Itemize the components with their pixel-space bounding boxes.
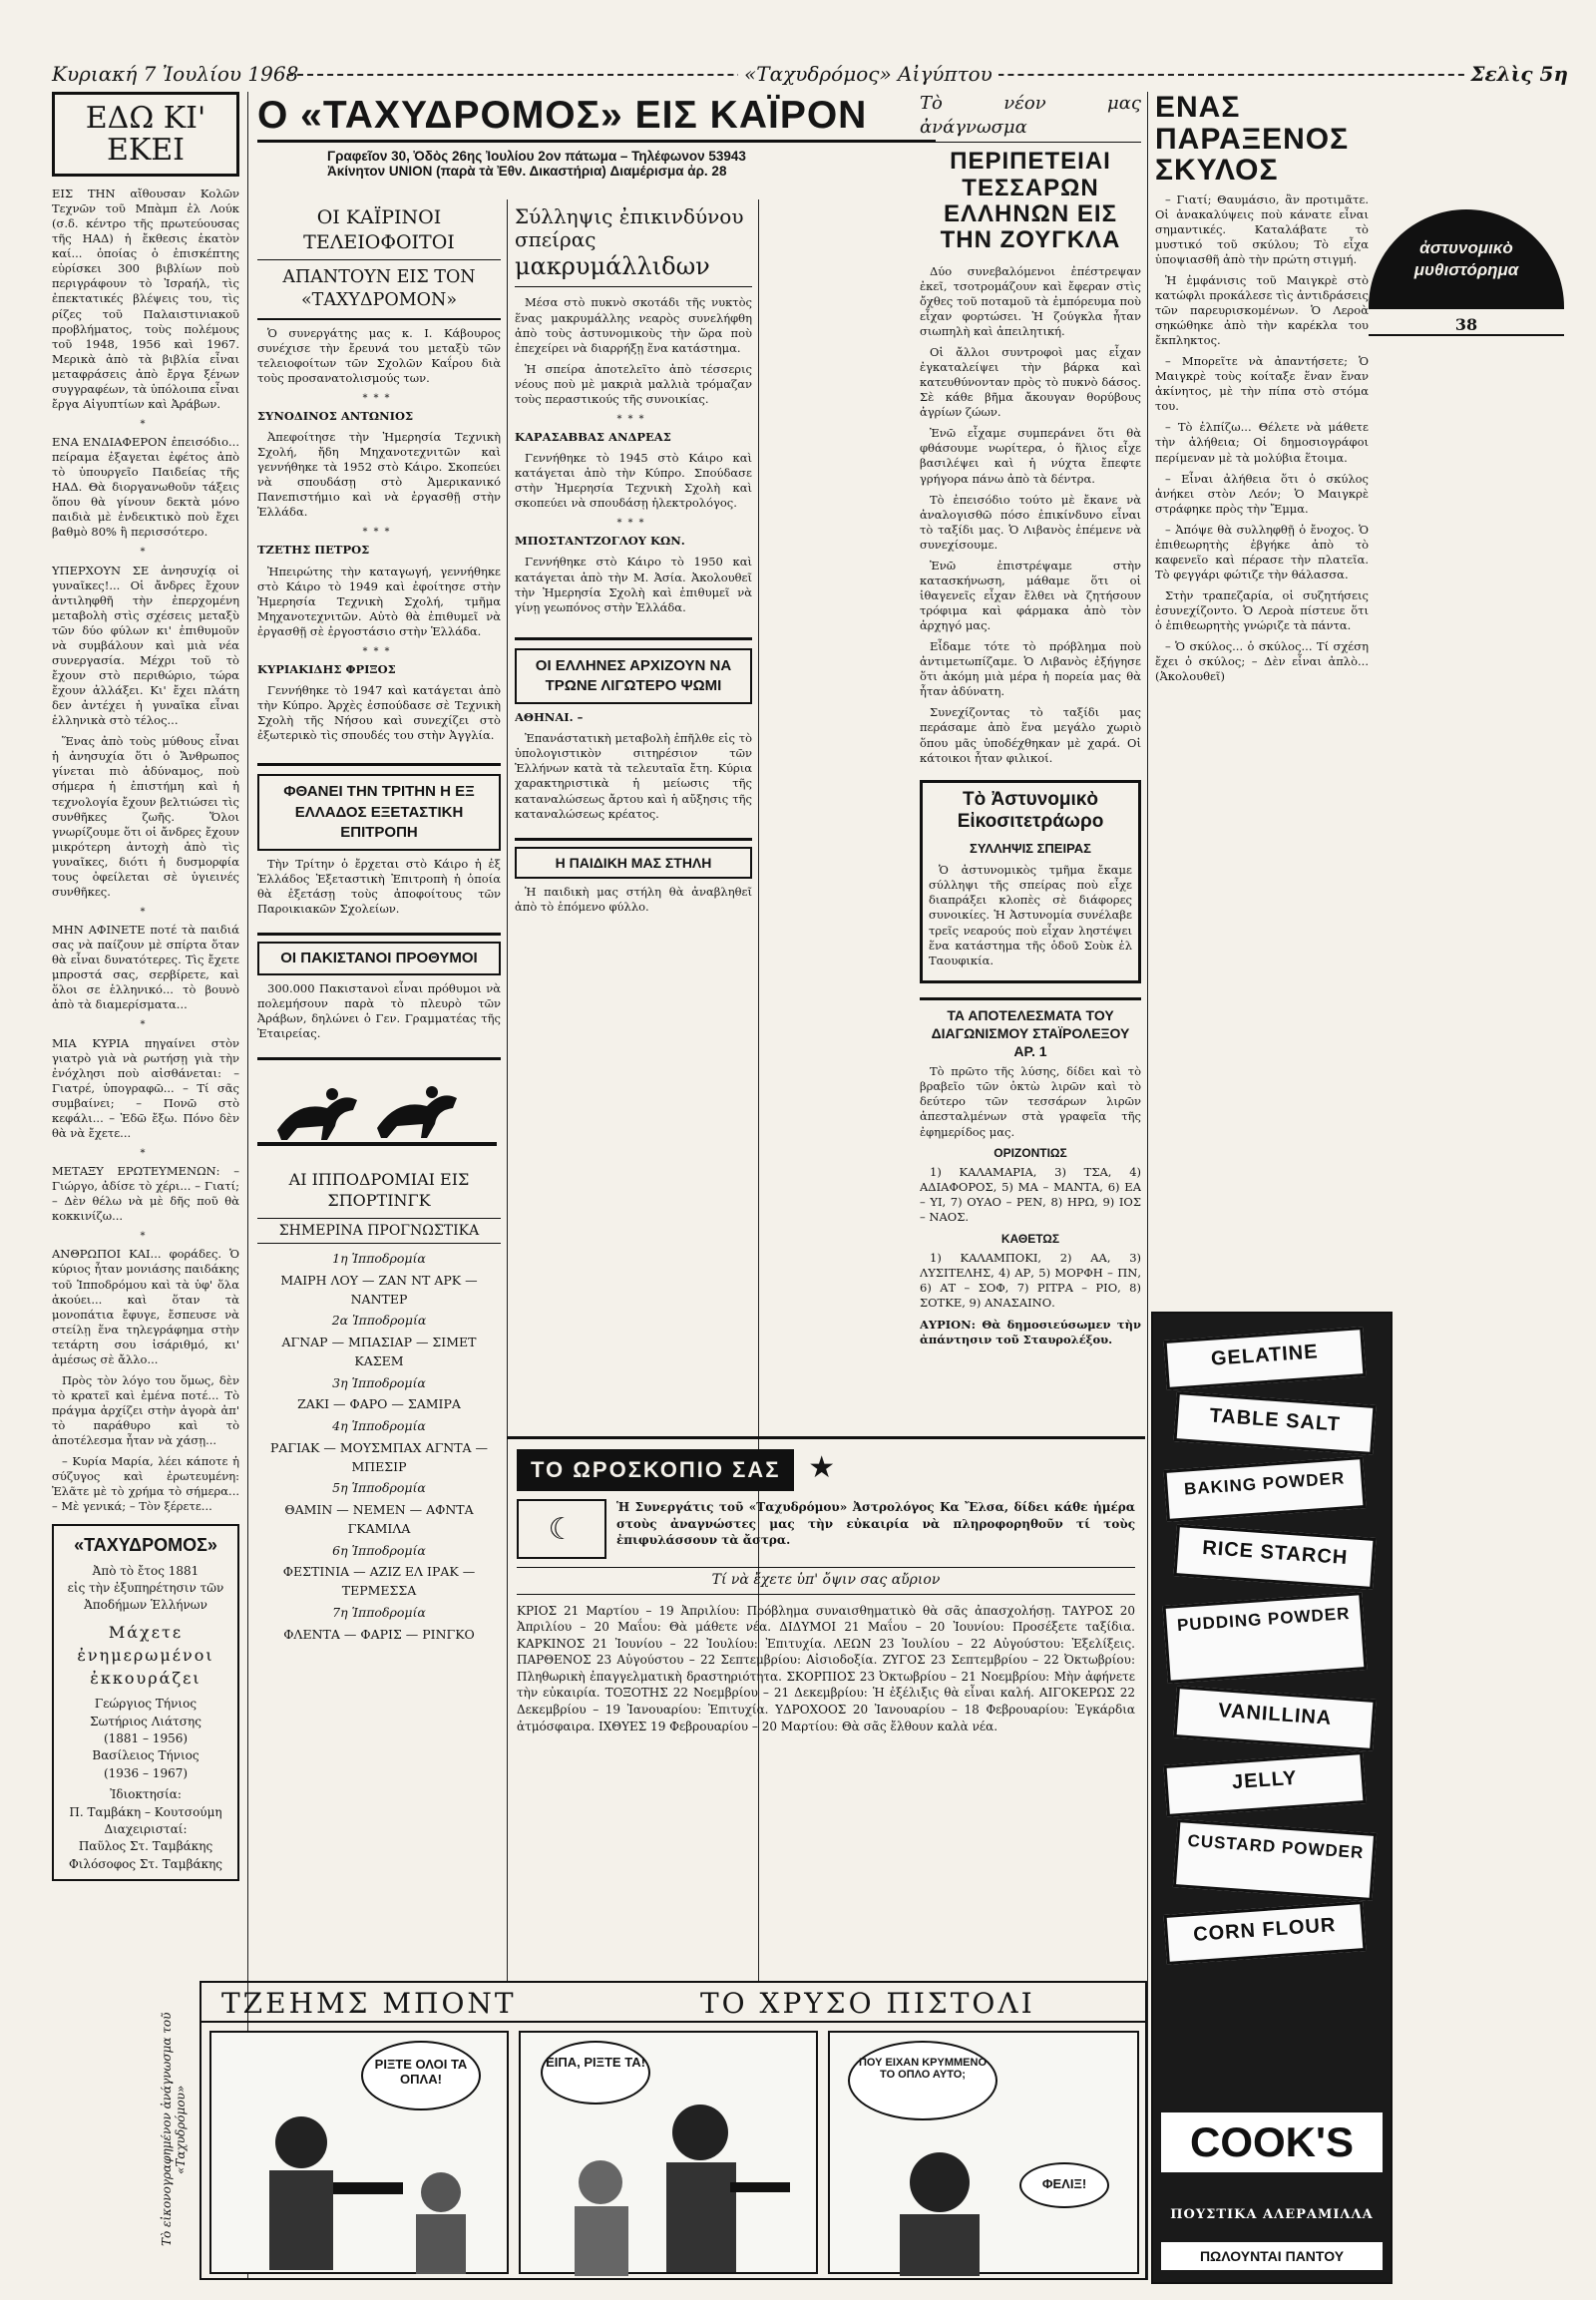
taxbox-line: Γεώργιος Τήνιος	[94, 1697, 198, 1712]
cooks-product-label: PUDDING POWDER	[1163, 1592, 1368, 1684]
graduates-head1: ΟΙ ΚΑΪΡΙΝΟΙ ΤΕΛΕΙΟΦΟΙΤΟΙ	[257, 205, 501, 260]
cooks-brand-sub: ΠΟΥΣΤΙΚΑ ΑΛΕΡΑΜΙΛΛΑ	[1170, 2207, 1374, 2222]
race-forecast: ΜΑΙΡΗ ΛΟΥ — ΖΑΝ ΝΤ ΑΡΚ — ΝΑΝΤΕΡ	[280, 1272, 478, 1307]
graduates-head2: ΑΠΑΝΤΟΥΝ ΕΙΣ ΤΟΝ «ΤΑΧΥΔΡΟΜΟΝ»	[257, 260, 501, 320]
cooks-product-label: VANILLINA	[1173, 1686, 1376, 1751]
children-head-box	[515, 847, 752, 879]
col1-paragraph: Πρὸς τὸν λόγο του ὅμως, δὲν τὸ κρατεῖ καὶ ἐμένα ποτέ... Τὸ πράγμα ἀρχίζει στὴν ἀγορὰ ἀπ' τὸ παράθυρο καὶ τὸ ἀποτέλεσμα ἦταν νὰ χάσῃ...	[52, 1372, 239, 1448]
cairo-banner-address: Ἀκίνητον UNION (παρὰ τὰ Ἐθν. Δικαστήρια) Διαμέρισμα ἀρ. 28	[327, 164, 727, 179]
pakistan-text: 300.000 Πακιστανοὶ εἶναι πρόθυμοι νὰ πολεμήσουν παρὰ τὸ πλευρὸ τῶν Ἀράβων, δηλώνει ὁ Γεν. Γραμματέας τῆς Ἑταιρείας.	[257, 980, 501, 1041]
col1-paragraph: Ἕνας ἀπὸ τοὺς μύθους εἶναι ἡ ἀνησυχία ὅτι ὁ Ἄνθρωπος γίνεται πιὸ ἀδύναμος, ποὺ σήμερα ἡ ἐπιστήμη καὶ ἡ τεχνολογία ἔχουν βελτιώσει τὶς συνθῆκες ζωῆς. Ὅλοι γνωρίζουμε ὅτι οἱ ἄνδρες ἔχουν μικρότερη ἀντοχὴ ἀπὸ τὶς γυναῖκες, διότι ἡ δυσμορφία τους ὀφείλεται σὲ ὑγιεινές συνθῆκες.	[52, 734, 239, 899]
column-gang-arrest	[515, 205, 752, 1402]
separator: ***	[616, 518, 650, 530]
crossword-title: ΤΑ ΑΠΟΤΕΛΕΣΜΑΤΑ ΤΟΥ ΔΙΑΓΩΝΙΣΜΟΥ ΣΤΑΪΡΟΛΕΞΟΥ ΑΡ. 1	[931, 1006, 1130, 1060]
exam-text: Τὴν Τρίτην ὁ ἔρχεται στὸ Κάιρο ἡ ἐξ Ἑλλάδος Ἐξεταστικὴ Ἐπιτροπὴ ἡ ὁποία θὰ ἐξετάσῃ τοὺς ἀποφοίτους τῶν Παροικιακῶν Σχολείων.	[257, 857, 501, 917]
exam-head: ΦΘΑΝΕΙ ΤΗΝ ΤΡΙΤΗΝ Η ΕΞ ΕΛΛΑΔΟΣ ΕΞΕΤΑΣΤΙΚΗ ΕΠΙΤΡΟΠΗ	[283, 783, 475, 841]
detective-novel-badge	[1369, 209, 1564, 309]
graduate-name: ΚΥΡΙΑΚΙΔΗΣ ΦΡΙΞΟΣ	[257, 661, 396, 676]
taxbox-line: (1881 – 1956)	[103, 1731, 189, 1746]
edo-ki-ekei-box	[52, 92, 239, 177]
column-graduates	[257, 205, 501, 1981]
col1-paragraph: ΕΙΣ ΤΗΝ αἴθουσαν Κολῶν Τεχνῶν τοῦ Μπὰμπ ἐλ Λούκ (σ.δ. κέντρο τῆς πρωτεύουσας τῆς ΗΑΔ) ἡ ἔκθεσις ἑκατὸν καί... ὁποίας ὁ ἐπισκέπτης εὑρίσκει 300 βιβλίων ποὺ περιγράφουν τὸ Ἰσραήλ, τὶς ἐπεκτατικές βλέψεις του, τὶς ρίζες τοῦ Παλαιστινιακοῦ προβλήματος, τοὺς πολέμους τοῦ 1948, 1956 καὶ 1967. Μερικὰ ἀπὸ τὰ βιβλία εἶναι μεταφράσεις ἀπὸ ἔργα ξένων συγγραφέων, τὰ ὑπόλοιπα εἶναι ἔργα Αἰγυπτίων καὶ Ἀράβων.	[52, 187, 239, 411]
race-forecast: ΖΑΚΙ — ΦΑΡΟ — ΣΑΜΙΡΑ	[297, 1396, 461, 1412]
separator: *	[140, 418, 152, 430]
serial-paragraph: Δύο συνεβαλόμενοι ἐπέστρεψαν ἐκεῖ, τσοτρομάζουν καὶ ἔφεραν στὶς ὄχθες τοῦ ποταμοῦ τὰ ἐμπόρευμα ποὺ εἶχαν φορτώσει. Ἡ ζούγκλα ἦταν σιωπηλὴ καὶ ἀπειλητική.	[920, 263, 1141, 338]
serial-paragraph: Οἱ ἄλλοι συντροφοὶ μας εἶχαν ἐγκαταλείψει τὴν βάρκα καὶ κατευθύνονταν πρὸς τὸ πυκνὸ δάσος. Σὲ κάθε βῆμα ἄκουγαν θορύβους ἀγρίων ζώων.	[920, 345, 1141, 420]
graduate-text: Ἀπεφοίτησε τὴν Ἠμερησία Τεχνικὴ Σχολή, ἤδη Μηχανοτεχνιτῶν καὶ γεννήθηκε τὰ 1952 στὸ Κάιρο. Σκοπεύει νὰ σπουδάσῃ στὸ Ἀμερικανικό Πανεπιστήμιο καὶ νὰ ἐργασθῇ στὴν Ἑλλάδα.	[257, 430, 501, 520]
separator: ***	[362, 645, 396, 657]
comic-strip	[200, 1981, 1147, 2280]
cooks-product-label: RICE STARCH	[1173, 1524, 1376, 1590]
bread-article	[515, 637, 752, 822]
graduate-text: Γεννήθηκε τὸ 1947 καὶ κατάγεται ἀπὸ τὴν Κύπρο. Ἀρχὲς ἐσπούδασε σὲ Τεχνικὴ Σχολὴ τῆς Νήσου καὶ συνεχίζει στὸ ἐξωτερικὸ τὶς σπουδές του στὴν Ἀγγλία.	[257, 683, 501, 743]
strange-dog-paragraph: – Ὁ σκύλος... ὁ σκύλος... Τί σχέση ἔχει ὁ σκύλος; – Δὲν εἶναι ἀπλὸ... (Ἀκολουθεῖ)	[1155, 639, 1369, 684]
serial-paragraph: Τὸ ἐπεισόδιο τούτο μὲ ἔκανε νὰ ἀναλογισθῶ πόσο ἐπικίνδυνο εἶναι τὸ ταξίδι μας. Ὁ Λιβανὸς ἐπέμενε νὰ συνεχίσουμε.	[920, 492, 1141, 552]
horoscope-text: ΚΡΙΟΣ 21 Μαρτίου – 19 Ἀπριλίου: Πρόβλημα συναισθηματικὸ θὰ σᾶς ἀπασχολήσῃ. ΤΑΥΡΟΣ 20 Ἀπριλίου – 20 Μαΐου: Θὰ μάθετε νέα. ΔΙΔΥΜΟΙ 21 Μαΐου – 20 Ἰουνίου: Προσέξετε ταξίδια. ΚΑΡΚΙΝΟΣ 21 Ἰουνίου – 22 Ἰουλίου: Ἐπιτυχία. ΛΕΩΝ 23 Ἰουλίου – 22 Αὐγούστου: Ἐξελίξεις. ΠΑΡΘΕΝΟΣ 23 Αὐγούστου – 22 Σεπτεμβρίου: Αἰσιοδοξία. ΖΥΓΟΣ 23 Σεπτεμβρίου – 22 Ὀκτωβρίου: Πληθωρικὴ ἐπαγγελματικὴ δραστηριότητα. ΣΚΟΡΠΙΟΣ 23 Ὀκτωβρίου – 21 Νοεμβρίου: Μὴν ἀφήνετε τὴν εὐκαιρία. ΤΟΞΟΤΗΣ 22 Νοεμβρίου – 21 Δεκεμβρίου: Ἡ ἐξέλιξις θὰ εἶναι καλή. ΑΙΓΟΚΕΡΩΣ 22 Δεκεμβρίου – 19 Ἰανουαρίου: Ἐπιτυχία. ΥΔΡΟΧΟΟΣ 20 Ἰανουαρίου – 18 Φεβρουαρίου: Ἐγκάρδια ἀτμόσφαιρα. ΙΧΘΥΕΣ 19 Φεβρουαρίου – 20 Μαρτίου: Θὰ σᾶς ἔλθουν καλὰ νέα.	[517, 1603, 1135, 1733]
crossword-horizontal: 1) ΚΑΛΑΜΑΡΙΑ, 3) ΤΣΑ, 4) ΑΔΙΑΦΟΡΟΣ, 5) ΜΑ – ΜΑΝΤΑ, 6) ΕΑ – ΥΙ, 7) ΟΥΑΟ – ΡΕΝ, 8) ΗΡΩ, 9) ΙΟΣ – ΝΑΟΣ.	[920, 1165, 1141, 1225]
gang-text: Ἡ σπείρα ἀποτελεῖτο ἀπὸ τέσσερις νέους ποὺ μὲ μακριὰ μαλλιὰ τρόμαζαν τοὺς περαστικούς τῆς συνοικίας.	[515, 361, 752, 406]
column-rule	[1147, 92, 1148, 2280]
crystal-ball-icon: ☾	[517, 1499, 606, 1559]
police-24h-title: Τὸ Ἀστυνομικὸ Εἰκοσιτετράωρο	[957, 788, 1104, 833]
gang-title-2: μακρυμάλλιδων	[515, 251, 752, 287]
graduate-text: Γεννήθηκε τὸ 1945 στὸ Κάιρο καὶ κατάγεται ἀπὸ τὴν Κύπρο. Σπούδασε στὴν Ἠμερησία Τεχνικὴ Σχολὴ καὶ σκοπεύει νὰ σπουδάσῃ ἠλεκτρολόγος.	[515, 451, 752, 511]
police-24h-box	[920, 780, 1141, 983]
racing-head: ΑΙ ΙΠΠΟΔΡΟΜΙΑΙ ΕΙΣ ΣΠΟΡΤΙΝΓΚ	[288, 1170, 470, 1210]
race-forecast: ΘΑΜΙΝ — ΝΕΜΕΝ — ΑΦΝΤΑ ΓΚΑΜΙΛΑ	[284, 1502, 474, 1536]
installment-number: 38	[1369, 315, 1564, 336]
badge-line: μυθιστόρημα	[1413, 260, 1519, 280]
graduate-text: Γεννήθηκε στὸ Κάιρο τὸ 1950 καὶ κατάγεται ἀπὸ τὴν Μ. Ἀσία. Ἀκολουθεῖ τὴν Ἠμερησία Σχολὴ καὶ ἐπιθυμεῖ νὰ γίνῃ γεωπόνος στὴν Ἑλλάδα.	[515, 555, 752, 614]
race-forecast: ΦΛΕΝΤΑ — ΦΑΡΙΣ — ΡΙΝΓΚΟ	[283, 1626, 475, 1642]
racing-sub: ΣΗΜΕΡΙΝΑ ΠΡΟΓΝΩΣΤΙΚΑ	[257, 1218, 501, 1244]
comic-panel-2	[519, 2031, 818, 2274]
col1-paragraph: ΜΕΤΑΞΥ ΕΡΩΤΕΥΜΕΝΩΝ: – Γιώργο, ἀδίσε τὸ χέρι... – Γιατί; – Δὲν θέλω νὰ μὲ δῆς ποῦ θὰ κοκκινίζω...	[52, 1164, 239, 1224]
serial-paragraph: Εἶδαμε τότε τὸ πρόβλημα ποὺ ἀντιμετωπίζαμε. Ὁ Λιβανὸς ἐξήγησε ὅτι ἀκόμη μιὰ μέρα ἡ πορεία μας θὰ ἦταν ἀδύνατη.	[920, 639, 1141, 699]
graduate-name: ΣΥΝΟΔΙΝΟΣ ΑΝΤΩΝΙΟΣ	[257, 408, 414, 423]
badge-line: ἀστυνομικὸ	[1419, 238, 1513, 257]
comic-panel-3	[828, 2031, 1139, 2274]
crossword-vertical-head: ΚΑΘΕΤΩΣ	[1000, 1231, 1060, 1246]
strange-dog-paragraph: – Τὸ ἐλπίζω... Θέλετε νὰ μάθετε τὴν ἀλήθεια; Οἱ δημοσιογράφοι περίμεναν μὲ τὰ μολύβια ἕτοιμα.	[1155, 420, 1369, 465]
col1-paragraph: ΜΗΝ ΑΦΙΝΕΤΕ ποτέ τὰ παιδιά σας νὰ παίζουν μὲ σπίρτα ὅταν θὰ εἶναι δυνατότερες. Τὶς ἔχετε μπροστά σας, σερβίρετε, καὶ ὅλοι σε ἑλληνικό... τὸ βουνὸ ἀπὸ τὰ διαμερίσματα...	[52, 923, 239, 1012]
cooks-product-label: BAKING POWDER	[1163, 1456, 1366, 1522]
header-paper-name: «Ταχυδρόμος» Αἰγύπτου	[738, 62, 998, 86]
gang-title: Σύλληψις ἐπικινδύνου σπείρας	[515, 205, 744, 251]
race-number: 1η Ἱπποδρομία	[332, 1251, 426, 1267]
race-number: 6η Ἱπποδρομία	[332, 1542, 426, 1558]
speech-bubble: ΠΟΥ ΕΙΧΑΝ ΚΡΥΜΜΕΝΟ ΤΟ ΟΠΛΟ ΑΥΤΟ;	[848, 2041, 998, 2120]
strange-dog-paragraph: Ἡ ἐμφάνισις τοῦ Μαιγκρὲ στὸ κατώφλι προκάλεσε τὶς ἀντιδράσεις τῶν παρευρισκομένων. Ὁ Λεροὰ σηκώθηκε ἀπὸ τὴν καρέκλα του ἔκπληκτος.	[1155, 272, 1369, 348]
graduates-intro: Ὁ συνεργάτης μας κ. Ι. Κάβουρος συνέχισε τὴν ἔρευνά του μεταξὺ τῶν τελειοφοίτων τῶν Σχολῶν Καΐρου διὰ τοὺς προσανατολισμούς των.	[257, 325, 501, 385]
bread-head: ΟΙ ΕΛΛΗΝΕΣ ΑΡΧΙΖΟΥΝ ΝΑ ΤΡΩΝΕ ΛΙΓΩΤΕΡΟ ΨΩΜΙ	[535, 656, 732, 694]
crossword-tomorrow: ΑΥΡΙΟΝ: Θὰ δημοσιεύσωμεν τὴν ἀπάντησιν τοῦ Σταυρολέξου.	[920, 1317, 1141, 1346]
strange-dog-paragraph: – Εἶναι ἀλήθεια ὅτι ὁ σκύλος ἀνήκει στὸν Λεόν; Ὁ Μαιγκρὲ στράφηκε πρὸς τὴν Ἔμμα.	[1155, 471, 1369, 516]
separator: ***	[616, 413, 650, 425]
separator: *	[140, 1019, 152, 1031]
separator: *	[140, 547, 152, 559]
cooks-product-label: GELATINE	[1163, 1327, 1366, 1390]
separator: *	[140, 1147, 152, 1159]
strange-dog-paragraph: – Μπορεῖτε νὰ ἀπαντήσετε; Ὁ Μαιγκρὲ τοὺς κοίταξε ἕναν ἕναν ἀκίνητος, μὲ τὴν πίπα στὸ στόμα του.	[1155, 354, 1369, 414]
children-head: Η ΠΑΙΔΙΚΗ ΜΑΣ ΣΤΗΛΗ	[555, 854, 712, 871]
strange-dog-title: ΕΝΑΣ ΠΑΡΑΞΕΝΟΣ ΣΚΥΛΟΣ	[1155, 92, 1350, 187]
police-24h-text: Ὁ ἀστυνομικὸς τμῆμα ἔκαμε σύλληψι τῆς σπείρας ποὺ εἶχε διαπράξει κλοπὲς σὲ διάφορες συνοικίες. Ἡ Ἀστυνομία συνέλαβε τρεῖς νεαρούς ποὺ εἶχαν ληστέψει ἕνα κατάστημα τῆς ὁδοῦ Σοὺκ ἐλ Ταουφικία.	[929, 863, 1132, 967]
cooks-product-label: JELLY	[1163, 1751, 1366, 1817]
serial-kicker: Τὸ νέον μας ἀνάγνωσμα	[920, 92, 1141, 143]
speech-bubble: ΕΙΠΑ, ΡΙΞΤΕ ΤΑ!	[541, 2041, 650, 2105]
taxbox-line: εἰς τὴν ἐξυπηρέτησιν τῶν	[67, 1580, 224, 1595]
crossword-text: Τὸ πρῶτο τῆς λύσης, δίδει καὶ τὸ βραβεῖο τῶν ὀκτὼ λιρῶν καὶ τὸ δεύτερο τῶν τεσσάρων λιρῶν ἀπεσταλμένων στὰ γραφεῖα τῆς ἐφημερίδος μας.	[920, 1064, 1141, 1139]
column-edo-ki-ekei	[52, 92, 239, 2280]
race-number: 3η Ἱπποδρομία	[332, 1374, 426, 1390]
comic-title-right: ΤΟ ΧΡΥΣΟ ΠΙΣΤΟΛΙ	[700, 1987, 1035, 2020]
crossword-horizontal-head: ΟΡΙΖΟΝΤΙΩΣ	[994, 1145, 1067, 1160]
cairo-banner-address: Γραφεῖον 30, Ὁδὸς 26ης Ἰουλίου 2ον πάτωμα – Τηλέφωνον 53943	[327, 149, 746, 164]
taxbox-line: Σωτήριος Λιάτσης	[90, 1714, 201, 1728]
serial-paragraph: Ἐνῶ εἶχαμε συμπεράνει ὅτι θὰ φθάσουμε νωρίτερα, ὁ ἥλιος εἶχε βασιλέψει καὶ ἡ νύχτα ἔπεφτε γρήγορα πάνω ἀπὸ τὰ δέντρα.	[920, 426, 1141, 486]
horoscope-sub: Τί νὰ ἔχετε ὑπ' ὄψιν σας αὔριον	[517, 1567, 1135, 1594]
race-forecast: ΡΑΓΙΑΚ — ΜΟΥΣΜΠΑΧ ΑΓΝΤΑ — ΜΠΕΣΙΡ	[269, 1439, 489, 1474]
crossword-results	[920, 997, 1141, 1347]
header-page-number: Σελὶς 5η	[1464, 62, 1568, 86]
col1-paragraph: ΕΝΑ ΕΝΔΙΑΦΕΡΟΝ ἐπεισόδιο... πείραμα ἐξαγεται ἐφέτος ἀπὸ τὸ ὑπουργεῖο Παιδείας τῆς ΗΑΔ. Θὰ διοργανωθοῦν τάξεις ὅπου θὰ γίνουν δεκτὰ μόνο παιδιὰ μὲ ἐνδεικτικὸ ποὺ ἔχει βαθμὸ 80% ἢ περισσότερο.	[52, 435, 239, 540]
speech-bubble: ΦΕΛΙΞ!	[1019, 2162, 1109, 2208]
cooks-brand: COOK'S	[1161, 2112, 1383, 2172]
horoscope-title: ΤΟ ΩΡΟΣΚΟΠΙΟ ΣΑΣ	[517, 1449, 794, 1491]
cairo-banner-title: Ο «ΤΑΧΥΔΡΟΜΟΣ» ΕΙΣ ΚΑΪΡΟΝ	[257, 94, 936, 143]
separator: *	[140, 1231, 152, 1243]
cooks-product-label: CORN FLOUR	[1163, 1901, 1366, 1965]
col1-paragraph: ΜΙΑ ΚΥΡΙΑ πηγαίνει στὸν γιατρὸ γιὰ νὰ ρωτήσῃ γιὰ τὴν ἐνόχλησι ποὺ αἰσθάνεται: – Γιατρέ, ὑπογραφῶ... – Τί σᾶς συμβαίνει; – Πονῶ στὸ κεφάλι... – Ἐδῶ ἔξω. Πόνο δὲν θὰ νὰ ἔχετε...	[52, 1035, 239, 1140]
page-header	[52, 54, 1568, 84]
star-icon: ★	[808, 1450, 836, 1485]
comic-title-bar	[201, 1983, 1145, 2023]
taxbox-line: Π. Ταμβάκη – Κουτσούμη	[69, 1804, 222, 1819]
gang-text: Μέσα στὸ πυκνὸ σκοτάδι τῆς νυκτὸς ἕνας μακρυμάλλης νεαρὸς συνελήφθη ἀπὸ τοὺς ἀστυνομικοὺς τὴν ὥρα ποὺ ἐπεχείρει νὰ διαρρήξῃ ἕνα κατάστημα.	[515, 295, 752, 355]
taxbox-motto: Μάχετε ἐνημερωμένοι ἐκκουράζει	[77, 1622, 214, 1689]
race-number: 5η Ἱπποδρομία	[332, 1480, 426, 1496]
taxbox-line: Παῦλος Στ. Ταμβάκης	[78, 1839, 213, 1854]
graduate-name: ΜΠΟΣΤΑΝΤΖΟΓΛΟΥ ΚΩΝ.	[515, 534, 685, 549]
taxydromos-masthead-box	[52, 1524, 239, 1881]
cairo-banner	[257, 94, 936, 193]
strange-dog-paragraph: – Ἀπόψε θὰ συλληφθῇ ὁ ἔνοχος. Ὁ ἐπιθεωρητὴς ἐβγήκε ἀπὸ τὸ καφενεῖο καὶ πέρασε τὴν πλατεῖα. Τὸ φεγγάρι φώτιζε τὴν θάλασσα.	[1155, 522, 1369, 581]
race-number: 2α Ἱπποδρομία	[331, 1313, 427, 1329]
separator: *	[140, 906, 152, 918]
serial-title: ΠΕΡΙΠΕΤΕΙΑΙ ΤΕΣΣΑΡΩΝ ΕΛΛΗΝΩΝ ΕΙΣ ΤΗΝ ΖΟΥΓΚΛΑ	[940, 148, 1121, 254]
taxbox-line: Ἀποδήμων Ἑλλήνων	[84, 1598, 207, 1613]
graduate-name: ΚΑΡΑΣΑΒΒΑΣ ΑΝΔΡΕΑΣ	[515, 429, 671, 444]
children-column	[515, 838, 752, 915]
exam-head-box	[257, 774, 501, 851]
comic-side-label	[160, 1985, 188, 2274]
race-number: 7η Ἱπποδρομία	[332, 1604, 426, 1620]
horse-racing-section	[257, 1057, 501, 1644]
strange-dog-paragraph: Στὴν τραπεζαρία, οἱ συζητήσεις ἐσυνεχίζοντο. Ὁ Λεροὰ πίστευε ὅτι ὁ ἐπιθεωρητὴς γνώριζε τὰ πάντα.	[1155, 588, 1369, 633]
bread-head-box	[515, 648, 752, 705]
strange-dog-paragraph: – Γιατί; Θαυμάσιο, ἂν προτιμᾶτε. Οἱ ἀνακαλύψεις ποὺ κάνατε εἶναι σημαντικές. Καταλάβατε τὸ μυστικό τοῦ σκύλου; Τὸ εἶχα ὑποψιασθῆ ἀπὸ τὴν πρώτη στιγμή.	[1155, 192, 1369, 266]
race-number: 4η Ἱπποδρομία	[332, 1418, 426, 1434]
serial-paragraph: Συνεχίζοντας τὸ ταξίδι μας περάσαμε ἀπὸ ἕνα μεγάλο χωριὸ ὅπου μᾶς ὑποδέχθηκαν μὲ χαρά. Οἱ κάτοικοι ἦταν φιλικοί.	[920, 705, 1141, 765]
bread-place: ΑΘΗΝΑΙ. –	[515, 710, 584, 725]
bread-text: Ἐπανάστατικὴ μεταβολὴ ἐπῆλθε εἰς τὸ ὑπολογιστικὸν σιτηρέσιον τῶν Ἑλλήνων κατὰ τὰ τελευταῖα ἔτη. Κύρια χαρακτηριστικὰ ἡ μείωσις τῆς καταναλώσεως ἄρτου καὶ ἡ αὔξησις τῆς καταναλώσεως κρέατος.	[515, 731, 752, 821]
col1-paragraph: – Κυρία Μαρία, λέει κάποτε ἡ σύζυγος καὶ ἐρωτευμένη: Ἐλᾶτε μὲ τὸ χρήμα τὸ σήμερα... – Μὲ γενικά; – Τὸν ξέρετε...	[52, 1454, 239, 1514]
column-rule	[247, 92, 248, 2280]
separator: ***	[362, 392, 396, 404]
horse-race-illustration-icon	[257, 1070, 497, 1160]
taxbox-line: Βασίλειος Τήνιος	[92, 1748, 200, 1763]
col1-paragraph: ΥΠΕΡΧΟΥΝ ΣΕ ἀνησυχίᾳ οἱ γυναῖκες!... Οἱ ἄνδρες ἔχουν ἀντιληφθῆ τὴν ἐπερχομένη μεταβολὴ στὶς σχέσεις μεταξὺ τῶν δύο φύλων κι' ἐπιθυμοῦν νὰ συμβάλουν καὶ μιὰ νέα συνεργασία. Μέχρι τοῦ τὸ ἔχουν στὸ περιθώριο, τώρα ἔχουν ἀλλάξει. Κι' ἔχει πλάτη δεν ἀντέχει ἡ γυναῖκα εἶναι ἑλληνικὰ στὸ τέλος...	[52, 563, 239, 728]
edo-ki-ekei-title: ΕΔΩ ΚΙ' ΕΚΕΙ	[85, 101, 206, 168]
col1-paragraph: ΑΝΘΡΩΠΟΙ ΚΑΙ... φοράδες. Ὁ κύριος ἦταν μονιάσης παιδάκης τοῦ Ἱπποδρόμου καὶ τὰ ὑφ' ὅλα ἀκούει... καὶ ὅταν τὰ μονοπάτια ἔφυγε, ἔσπευσε νὰ στείλῃ ἕνα τηλεγράφημα στὴν τετάρτη σου ἰσάριθμό, κι' ἀμέσως σὲ ἄλλο...	[52, 1247, 239, 1366]
pakistan-head-box	[257, 942, 501, 975]
comic-panel-1	[209, 2031, 509, 2274]
race-forecast: ΑΓΝΑΡ — ΜΠΑΣΙΑΡ — ΣΙΜΕΤ ΚΑΣΕΜ	[281, 1335, 477, 1368]
pakistan-article	[257, 933, 501, 1041]
pakistan-head: ΟΙ ΠΑΚΙΣΤΑΝΟΙ ΠΡΟΘΥΜΟΙ	[280, 950, 478, 967]
taxbox-line: Φιλόσοφος Στ. Ταμβάκης	[68, 1856, 223, 1871]
serial-paragraph: Ἐνῶ ἐπιστρέψαμε στὴν κατασκήνωση, μάθαμε ὅτι οἱ ἰθαγενεῖς εἶχαν ἔλθει νὰ ζητήσουν τρόφιμα καὶ φάρμακα ἀπὸ τὸν ἀρχηγό μας.	[920, 558, 1141, 633]
comic-title-left: ΤΖΕΗΜΣ ΜΠΟΝΤ	[221, 1987, 517, 2020]
cooks-ad	[1151, 1312, 1393, 2284]
taxbox-line: (1936 – 1967)	[103, 1765, 189, 1780]
taxbox-title: «ΤΑΧΥΔΡΟΜΟΣ»	[74, 1535, 217, 1556]
cooks-product-label: TABLE SALT	[1173, 1391, 1376, 1455]
examination-committee-article	[257, 763, 501, 917]
police-24h-sub: ΣΥΛΛΗΨΙΣ ΣΠΕΙΡΑΣ	[970, 841, 1091, 857]
horoscope-intro: Ἡ Συνεργάτις τοῦ «Ταχυδρόμου» Ἀστρολόγος Κα Ἔλσα, δίδει κάθε ἡμέρα στοὺς ἀναγνώστες μας τὴν εὐκαιρία νὰ πληροφορηθοῦν τί τοὺς ἐπιφυλάσσουν τὰ ἄστρα.	[616, 1500, 1135, 1548]
taxbox-line: Διαχειρισταί:	[104, 1822, 188, 1836]
header-date: Κυριακή 7 Ἰουλίου 1968	[52, 62, 299, 86]
taxbox-line: Ἀπὸ τὸ ἔτος 1881	[92, 1563, 200, 1578]
separator: ***	[362, 527, 396, 539]
graduate-name: ΤΖΕΤΗΣ ΠΕΤΡΟΣ	[257, 543, 370, 558]
crossword-vertical: 1) ΚΑΛΑΜΠΟΚΙ, 2) ΑΑ, 3) ΛΥΣΙΤΕΛΗΣ, 4) ΑΡ, 5) ΜΟΡΦΗ – ΠΝ, 6) ΑΤ – ΣΟΦ, 7) ΡΙΤΡΑ – ΡΙΟ, 8) ΣΟΤΚΕ, 9) ΑΝΑΣΑΙΝΟ.	[920, 1251, 1141, 1311]
comic-side-text: Τὸ εἰκονογραφημένον ἀνάγνωσμα τοῦ «Ταχυδρόμου»	[160, 2012, 188, 2247]
speech-bubble: ΡΙΞΤΕ ΟΛΟΙ ΤΑ ΟΠΛΑ!	[361, 2041, 481, 2110]
race-forecast: ΦΕΣΤΙΝΙΑ — ΑΖΙΖ ΕΛ ΙΡΑΚ — ΤΕΡΜΕΣΣΑ	[282, 1564, 476, 1599]
taxbox-line: Ἰδιοκτησία:	[110, 1787, 182, 1802]
cooks-brand-foot: ΠΩΛΟΥΝΤΑΙ ΠΑΝΤΟΥ	[1161, 2242, 1383, 2270]
race-forecast-list	[257, 1250, 501, 1644]
children-text: Ἡ παιδικὴ μας στήλη θὰ ἀναβληθεῖ ἀπὸ τὸ ἑπόμενο φύλλο.	[515, 884, 752, 915]
column-serial	[920, 92, 1141, 2280]
graduate-text: Ἠπειρώτης τὴν καταγωγή, γεννήθηκε στὸ Κάιρο τὸ 1949 καὶ ἐφοίτησε στὴν Ἠμερησία Τεχνικὴ Σχολή, τμῆμα Μηχανοτεχνιτῶν. Αὐτὸ θὰ ἐπιθυμεῖ νὰ ἐργασθῇ σὲ ἐργοστάσιο στὴν Ἑλλάδα.	[257, 564, 501, 638]
cooks-product-label: CUSTARD POWDER	[1173, 1819, 1377, 1901]
